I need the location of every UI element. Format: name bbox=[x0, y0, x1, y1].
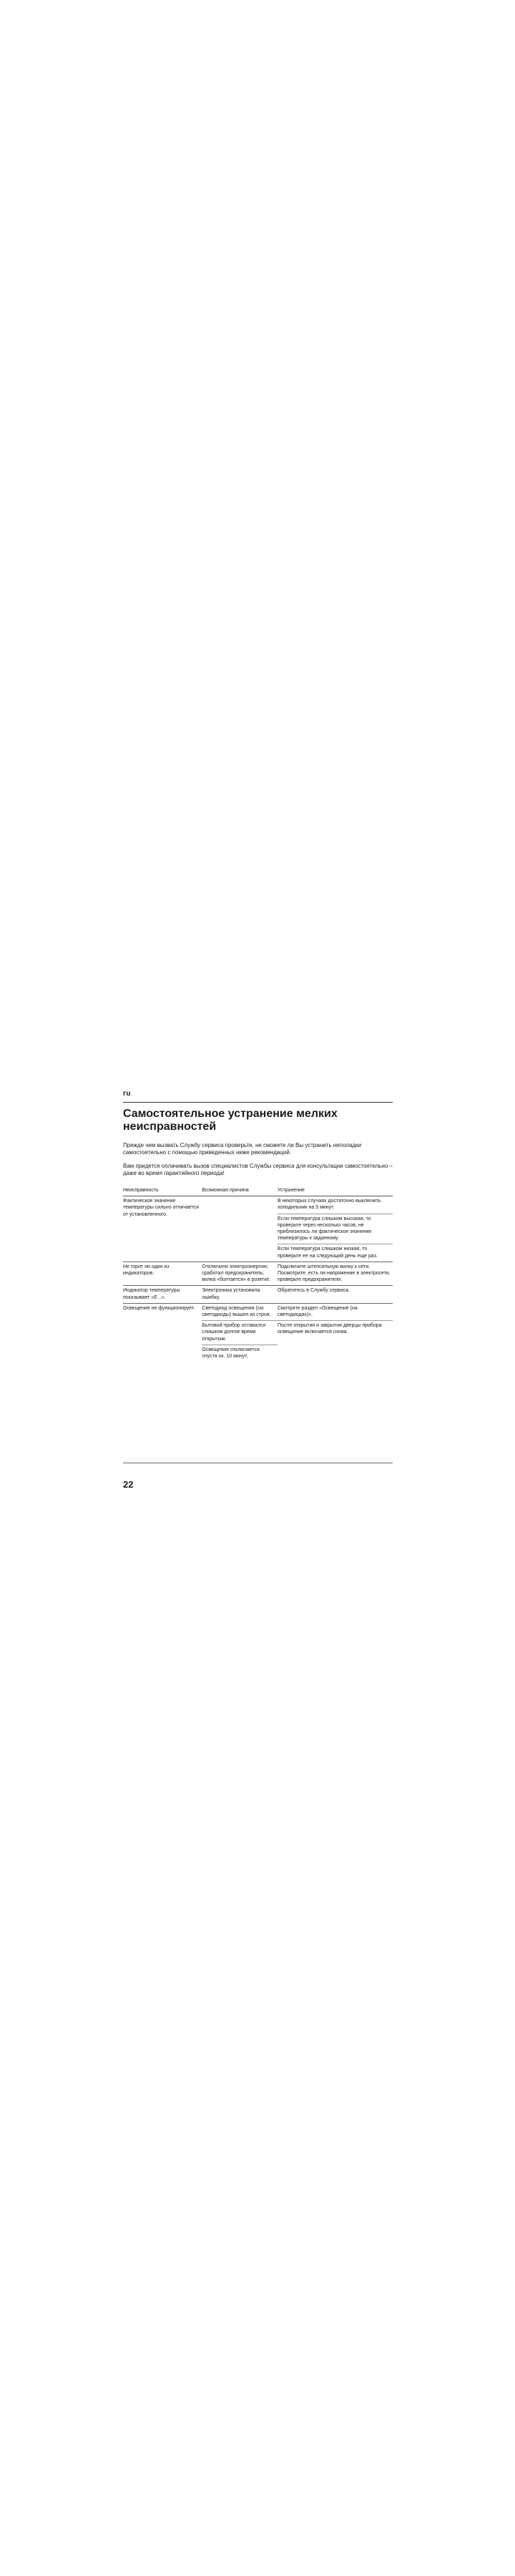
troubleshooting-table bbox=[123, 1186, 393, 1362]
table-row bbox=[123, 1286, 393, 1303]
table-row bbox=[123, 1196, 393, 1214]
table-row bbox=[123, 1303, 393, 1320]
remedy-cell: В некоторых случаях достаточно выключить холодильник на 5 минут. bbox=[277, 1199, 381, 1211]
cause-cell bbox=[202, 1196, 278, 1262]
header-rule bbox=[123, 1102, 393, 1103]
page-number: 22 bbox=[123, 1479, 134, 1490]
remedy-cell: Если температура слишком высокая, то проверьте через несколько часов, не приблизилось ли фактическое значение температуры к заданному. bbox=[278, 1214, 393, 1244]
remedy-cell: Смотрите раздел «Освещение (на светодиодах)». bbox=[278, 1303, 393, 1320]
fault-cell: Индикатор температуры показывает «E ..». bbox=[123, 1286, 202, 1303]
remedy-cell: Обратитесь в Службу сервиса. bbox=[278, 1286, 393, 1303]
fault-cell: Фактическое значение температуры сильно отличается от установленного. bbox=[123, 1199, 199, 1217]
language-tag: ru bbox=[123, 1090, 131, 1098]
intro-paragraph: Прежде чем вызвать Службу сервиса проверьте, не сможете ли Вы устранить неполадки самостоятельно с помощью приведенных ниже рекомендаций. bbox=[123, 1142, 361, 1156]
table-header-row bbox=[123, 1186, 393, 1196]
fault-cell: Не горит ни один из индикаторов. bbox=[123, 1262, 202, 1286]
cause-cell: Электроника установила ошибку. bbox=[202, 1286, 278, 1303]
section-title: Самостоятельное устранение мелких неисправностей bbox=[123, 1108, 338, 1133]
table-row bbox=[123, 1262, 393, 1286]
cause-cell: Светодиод освещения (см. светодиоды) вышел из строя. bbox=[202, 1303, 278, 1320]
column-header-remedy: Устранение bbox=[278, 1186, 393, 1196]
cause-cell: Отключили электроэнергию; сработал предохранитель; вилка «болтается» в розетке. bbox=[202, 1262, 278, 1286]
cause-cell: Бытовой прибор оставался слишком долгое время открытым. bbox=[202, 1321, 278, 1345]
remedy-cell: После открытия и закрытия дверцы прибора освещение включается снова. bbox=[278, 1321, 393, 1362]
column-header-fault: Неисправность bbox=[123, 1186, 202, 1196]
column-header-cause: Возможная причина bbox=[202, 1186, 278, 1196]
remedy-cell: Если температура слишком низкая, то проверьте ее на следующий день еще раз. bbox=[278, 1244, 393, 1262]
fault-cell: Освещение не функционирует. bbox=[123, 1303, 202, 1362]
remedy-cell: Подключите штепсельную вилку к сети. Посмотрите, есть ли напряжение в электросети, проверьте предохранители. bbox=[278, 1262, 393, 1286]
intro-paragraph: Вам придется оплачивать вызов специалистов Службы сервиса для консультации самостоятельно – даже во время гарантийного периода! bbox=[123, 1163, 393, 1176]
cause-cell: Освещение отключается спустя ок. 10 минут. bbox=[202, 1345, 278, 1362]
